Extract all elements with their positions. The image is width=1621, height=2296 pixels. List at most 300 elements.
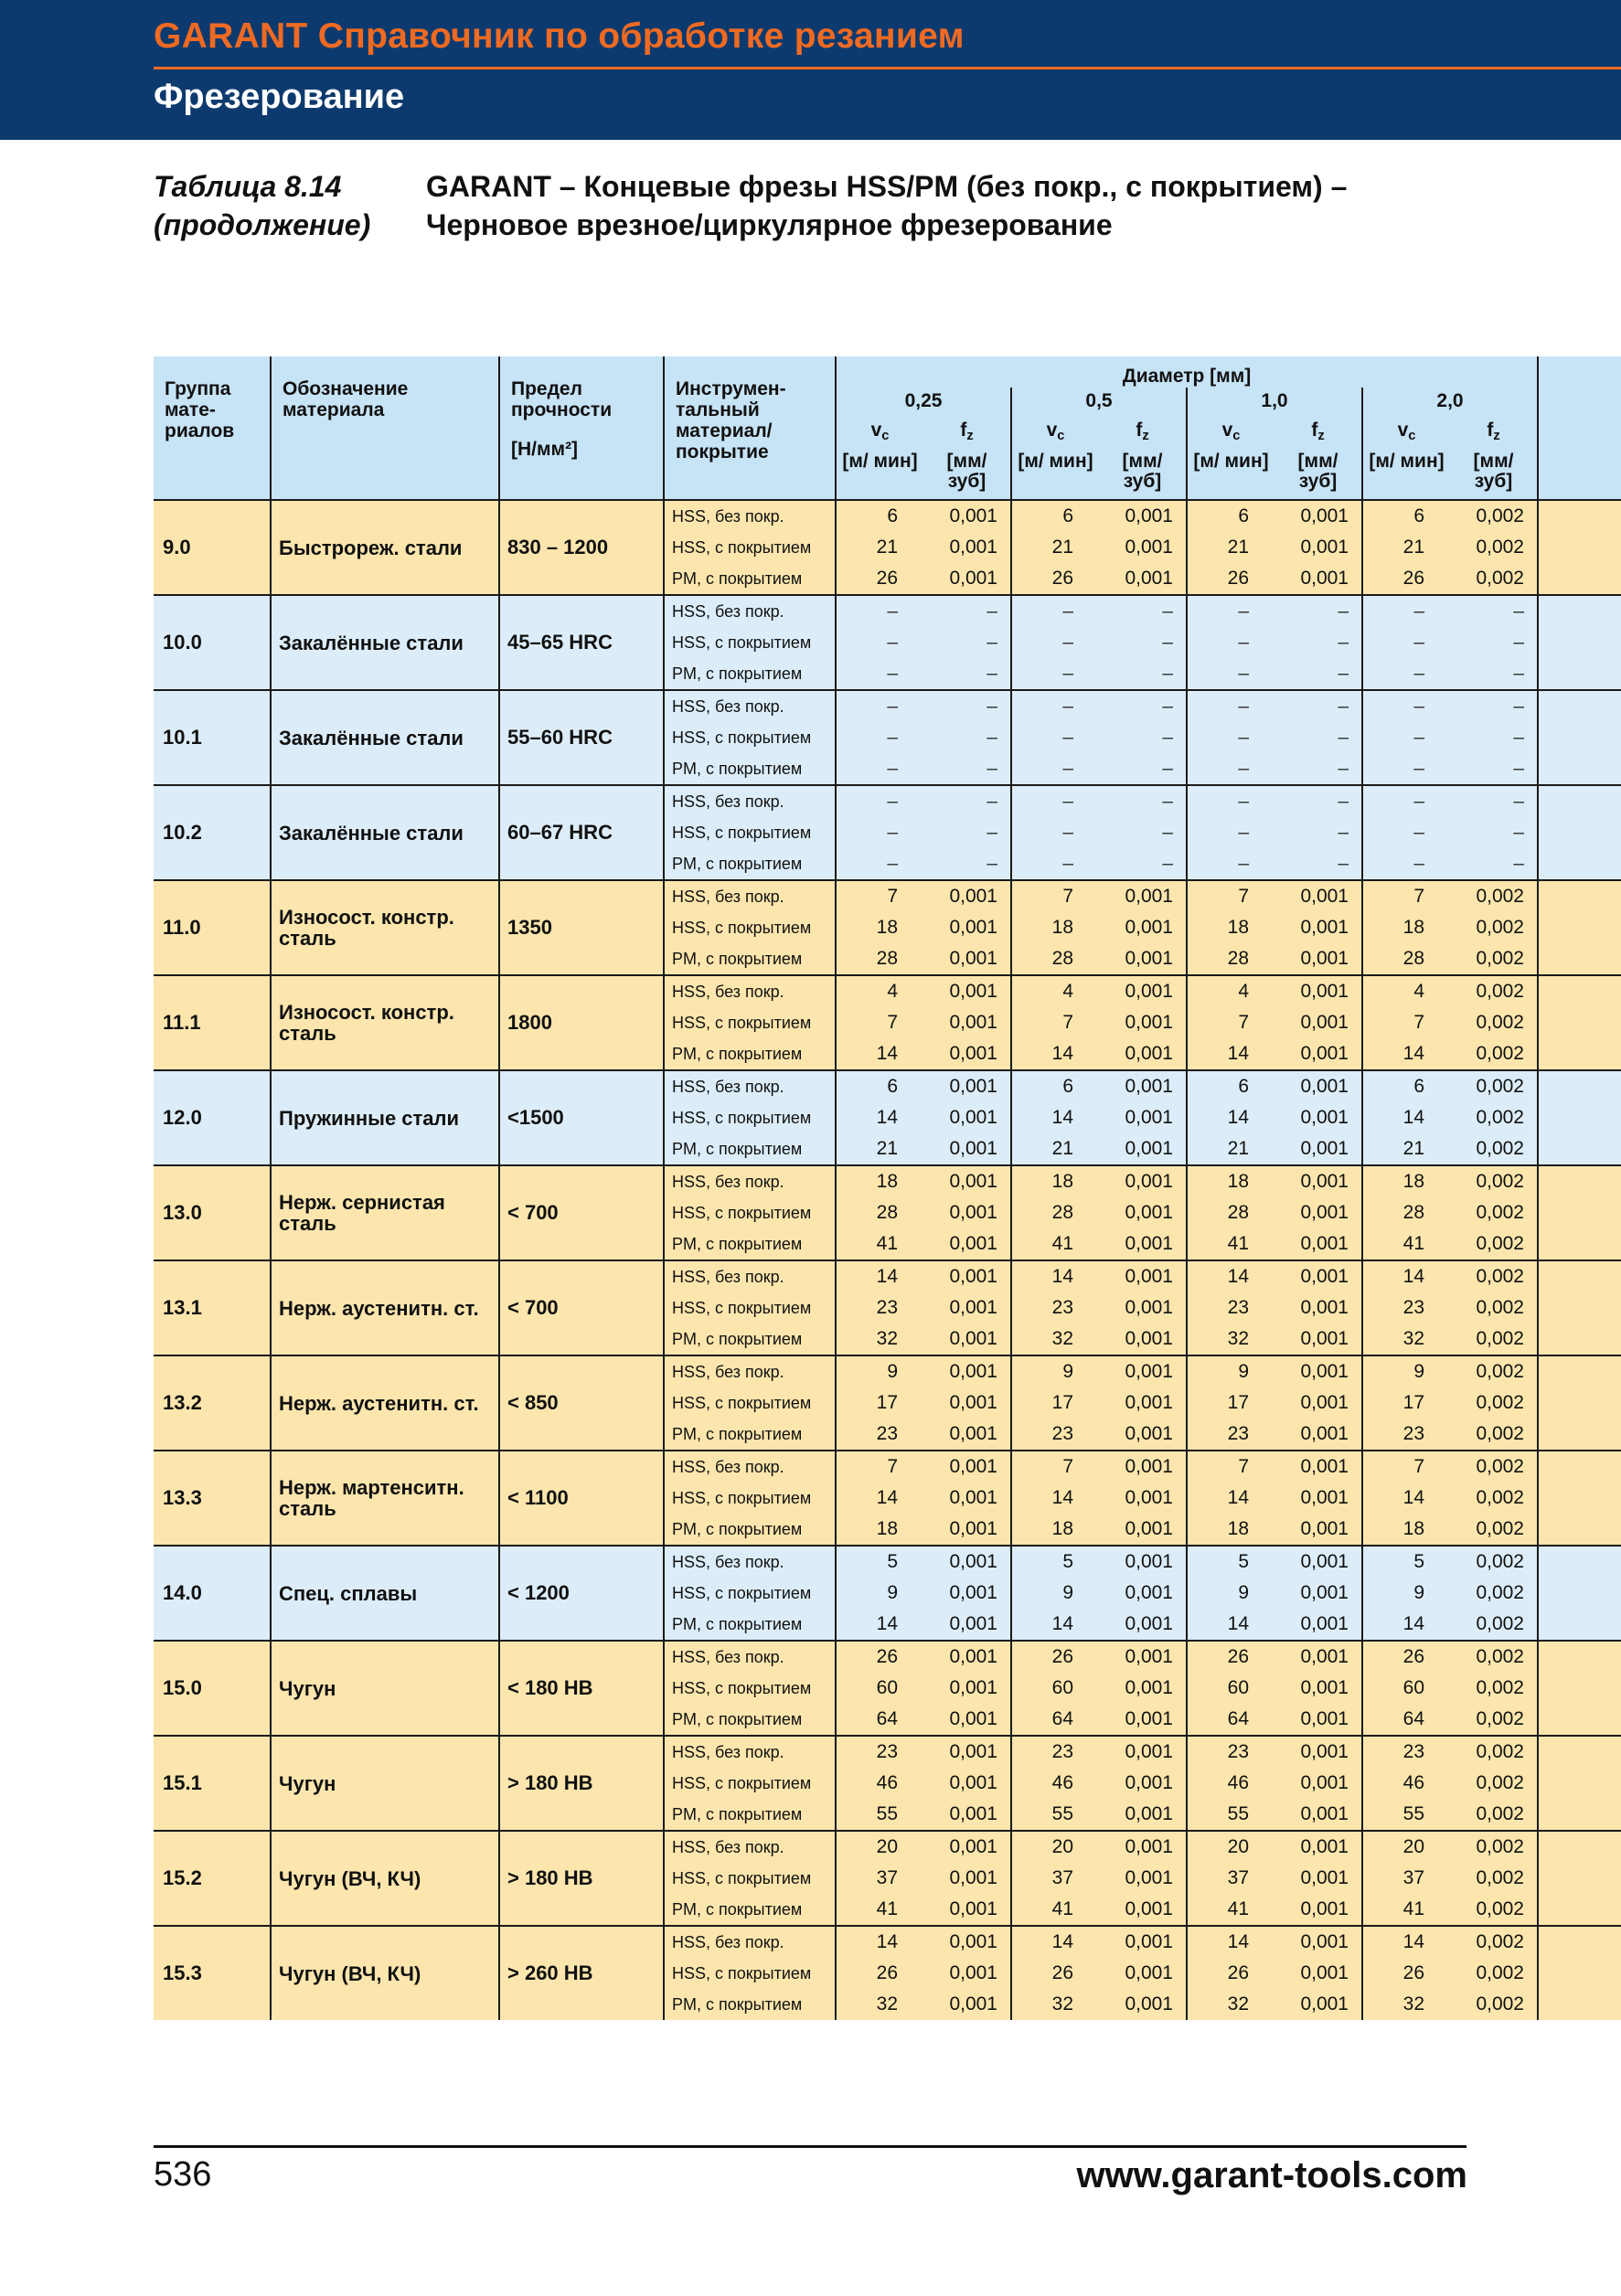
tensile-strength: < 700: [499, 1165, 664, 1260]
fz-value: 0,001: [1099, 1831, 1187, 1863]
vc-value: 18: [1011, 912, 1099, 943]
vc-value: 21: [836, 532, 923, 563]
fz-value: 0,001: [1300, 948, 1349, 969]
material-designation: Чугун: [271, 1641, 499, 1736]
material-group: 10.1: [154, 690, 271, 785]
table-row: [154, 1736, 1621, 1768]
vc-value: 21: [1362, 532, 1450, 563]
vc-value: 28: [1362, 1197, 1450, 1228]
fz-value: 0,001: [923, 880, 1011, 912]
empty-cell: [1538, 1007, 1621, 1038]
fz-value: –: [1274, 595, 1362, 627]
vc-value: 64: [836, 1704, 923, 1736]
fz-symbol: $f_z$: [923, 415, 1011, 446]
material-group: 13.2: [154, 1355, 271, 1451]
vc-unit: [м/ мин]: [1011, 446, 1099, 500]
fz-value: –: [923, 785, 1011, 817]
fz-value: 0,001: [1300, 1423, 1349, 1444]
fz-value: 0,001: [1274, 500, 1362, 532]
vc-symbol: $v_c$: [1011, 415, 1099, 446]
vc-value: –: [1187, 848, 1274, 880]
fz-value: 0,001: [923, 1070, 1011, 1102]
fz-value: 0,001: [949, 537, 997, 558]
fz-value: 0,001: [1125, 1423, 1173, 1444]
empty-cell: [1538, 785, 1621, 817]
vc-value: –: [1011, 817, 1099, 848]
vc-value: 9: [1011, 1355, 1099, 1387]
empty-cell: [1538, 1609, 1621, 1641]
empty-cell: [1538, 753, 1621, 785]
vc-value: 26: [1011, 563, 1099, 595]
vc-value: 7: [836, 1007, 923, 1038]
vc-value: –: [1011, 753, 1099, 785]
vc-value: 4: [1011, 975, 1099, 1007]
section-title: Фрезерование: [154, 78, 405, 116]
fz-value: 0,002: [1476, 1772, 1524, 1793]
vc-value: 23: [1011, 1292, 1099, 1323]
vc-unit: [м/ мин]: [1362, 446, 1450, 500]
vc-value: 9: [1187, 1355, 1274, 1387]
vc-value: –: [836, 817, 923, 848]
fz-value: 0,001: [1125, 1993, 1173, 2014]
vc-value: 32: [836, 1323, 923, 1355]
vc-value: 6: [836, 500, 923, 532]
fz-value: 0,001: [1300, 1993, 1349, 2014]
vc-value: 7: [1187, 1451, 1274, 1483]
page-header: [0, 0, 1621, 140]
fz-value: –: [1338, 632, 1349, 653]
header-empty-col: [1538, 356, 1621, 500]
fz-value: 0,002: [1476, 917, 1524, 938]
fz-value: 0,002: [1476, 1962, 1524, 1983]
vc-value: 23: [1362, 1736, 1450, 1768]
vc-value: 5: [1362, 1546, 1450, 1578]
vc-value: 41: [836, 1228, 923, 1260]
fz-value: 0,001: [1274, 1736, 1362, 1768]
tool-material: PM, с покрытием: [664, 848, 836, 880]
tool-material: HSS, без покр.: [664, 500, 836, 532]
vc-value: 14: [836, 1926, 923, 1958]
vc-value: 7: [1362, 880, 1450, 912]
vc-value: 26: [1187, 563, 1274, 595]
vc-value: 7: [1011, 1451, 1099, 1483]
vc-value: 4: [1187, 975, 1274, 1007]
vc-value: 23: [1362, 1292, 1450, 1323]
empty-cell: [1538, 1514, 1621, 1546]
fz-value: 0,001: [1300, 1518, 1349, 1539]
vc-value: 18: [1187, 1514, 1274, 1546]
fz-value: 0,002: [1476, 568, 1524, 589]
empty-cell: [1538, 943, 1621, 975]
fz-value: 0,001: [923, 1355, 1011, 1387]
vc-value: –: [1011, 658, 1099, 690]
tool-material: HSS, с покрытием: [664, 1197, 836, 1228]
material-designation: Нерж. аустенитн. ст.: [271, 1260, 499, 1355]
fz-value: 0,001: [949, 1993, 997, 2014]
vc-value: –: [1011, 595, 1099, 627]
fz-value: 0,001: [949, 1328, 997, 1349]
fz-value: 0,001: [1125, 1233, 1173, 1254]
fz-value: 0,001: [1300, 1613, 1349, 1634]
header-diameter: Диаметр [мм]: [836, 356, 1538, 388]
fz-value: 0,001: [1125, 1202, 1173, 1223]
fz-value: 0,002: [1476, 1487, 1524, 1508]
empty-cell: [1538, 595, 1621, 627]
vc-value: 32: [1011, 1989, 1099, 2020]
fz-value: 0,002: [1450, 1070, 1538, 1102]
table-row: [154, 880, 1621, 912]
fz-value: 0,001: [1300, 1962, 1349, 1983]
vc-value: 14: [1011, 1038, 1099, 1070]
fz-value: 0,001: [1099, 1260, 1187, 1292]
fz-value: 0,001: [949, 1012, 997, 1033]
website-link[interactable]: www.garant-tools.com: [1076, 2155, 1467, 2195]
empty-cell: [1538, 1799, 1621, 1831]
empty-cell: [1538, 658, 1621, 690]
tool-material: PM, с покрытием: [664, 1419, 836, 1451]
fz-value: –: [1338, 663, 1349, 684]
table-row: [154, 975, 1621, 1007]
tensile-strength: 60–67 HRC: [499, 785, 664, 880]
empty-cell: [1538, 1387, 1621, 1419]
material-group: 9.0: [154, 500, 271, 595]
fz-value: –: [986, 853, 997, 874]
vc-value: 23: [1187, 1419, 1274, 1451]
vc-value: 46: [1187, 1768, 1274, 1799]
tool-material: HSS, без покр.: [664, 1260, 836, 1292]
fz-value: 0,001: [1125, 1297, 1173, 1318]
empty-cell: [1538, 563, 1621, 595]
vc-value: –: [1187, 817, 1274, 848]
fz-value: 0,001: [1274, 1451, 1362, 1483]
fz-value: 0,002: [1476, 1297, 1524, 1318]
fz-value: –: [1338, 727, 1349, 748]
vc-value: 28: [1011, 943, 1099, 975]
fz-value: 0,001: [1274, 1926, 1362, 1958]
empty-cell: [1538, 1546, 1621, 1578]
fz-value: 0,002: [1476, 1708, 1524, 1729]
fz-value: 0,001: [1274, 1546, 1362, 1578]
fz-value: 0,001: [1125, 1867, 1173, 1888]
fz-value: 0,002: [1450, 1831, 1538, 1863]
fz-value: 0,001: [1300, 1803, 1349, 1824]
empty-cell: [1538, 1958, 1621, 1989]
fz-value: 0,001: [1125, 568, 1173, 589]
footer-divider: [154, 2145, 1466, 2148]
fz-value: 0,001: [1125, 948, 1173, 969]
tool-material: PM, с покрытием: [664, 1514, 836, 1546]
fz-value: –: [986, 758, 997, 779]
fz-value: 0,001: [1125, 1962, 1173, 1983]
empty-cell: [1538, 1451, 1621, 1483]
fz-value: 0,001: [1125, 1518, 1173, 1539]
fz-value: 0,001: [923, 1641, 1011, 1673]
vc-value: 21: [1187, 1133, 1274, 1165]
vc-value: –: [836, 848, 923, 880]
tool-material: HSS, с покрытием: [664, 1673, 836, 1704]
fz-value: 0,002: [1476, 1392, 1524, 1413]
fz-value: 0,001: [949, 1233, 997, 1254]
vc-value: 23: [836, 1419, 923, 1451]
vc-value: 7: [1187, 880, 1274, 912]
tool-material: PM, с покрытием: [664, 1228, 836, 1260]
vc-value: 32: [1011, 1323, 1099, 1355]
material-designation: Износост. констр. сталь: [271, 975, 499, 1070]
fz-value: –: [1513, 663, 1524, 684]
vc-value: 21: [1362, 1133, 1450, 1165]
vc-value: 4: [1362, 975, 1450, 1007]
tool-material: PM, с покрытием: [664, 1799, 836, 1831]
empty-cell: [1538, 1419, 1621, 1451]
fz-value: 0,002: [1476, 948, 1524, 969]
header-tensile-strength: Предел прочности [Н/мм²]: [499, 356, 664, 500]
fz-value: 0,001: [1300, 568, 1349, 589]
fz-value: 0,001: [1274, 880, 1362, 912]
vc-value: 26: [1011, 1641, 1099, 1673]
tool-material: PM, с покрытием: [664, 1989, 836, 2020]
vc-value: 18: [836, 1514, 923, 1546]
tool-material: HSS, без покр.: [664, 690, 836, 722]
vc-value: 6: [1362, 500, 1450, 532]
material-group: 15.3: [154, 1926, 271, 2020]
vc-value: –: [1187, 722, 1274, 753]
fz-value: 0,001: [949, 1772, 997, 1793]
vc-value: 7: [1187, 1007, 1274, 1038]
empty-cell: [1538, 690, 1621, 722]
vc-value: –: [1187, 690, 1274, 722]
vc-value: 37: [836, 1863, 923, 1894]
vc-value: 7: [836, 880, 923, 912]
vc-value: 14: [1011, 1260, 1099, 1292]
tool-material: HSS, без покр.: [664, 880, 836, 912]
fz-value: 0,002: [1450, 1260, 1538, 1292]
vc-value: 60: [1187, 1673, 1274, 1704]
fz-value: –: [1162, 632, 1173, 653]
vc-value: 46: [1011, 1768, 1099, 1799]
vc-value: 28: [1187, 1197, 1274, 1228]
fz-value: 0,002: [1450, 1926, 1538, 1958]
vc-value: 18: [1011, 1165, 1099, 1197]
table-row: [154, 1260, 1621, 1292]
tool-material: HSS, с покрытием: [664, 627, 836, 658]
fz-value: –: [1274, 785, 1362, 817]
vc-value: 14: [836, 1260, 923, 1292]
tool-material: PM, с покрытием: [664, 1038, 836, 1070]
material-group: 11.1: [154, 975, 271, 1070]
vc-value: 18: [836, 1165, 923, 1197]
fz-value: 0,001: [1125, 1392, 1173, 1413]
tool-material: HSS, без покр.: [664, 785, 836, 817]
vc-value: 32: [1187, 1323, 1274, 1355]
fz-value: 0,001: [923, 1165, 1011, 1197]
vc-value: 18: [1011, 1514, 1099, 1546]
tensile-strength: 55–60 HRC: [499, 690, 664, 785]
tool-material: HSS, с покрытием: [664, 532, 836, 563]
fz-symbol: $f_z$: [1274, 415, 1362, 446]
fz-value: 0,001: [1125, 1677, 1173, 1698]
material-designation: Быстрореж. стали: [271, 500, 499, 595]
fz-value: 0,001: [1300, 1012, 1349, 1033]
fz-value: 0,002: [1476, 1043, 1524, 1064]
fz-value: 0,001: [949, 1582, 997, 1603]
empty-cell: [1538, 1070, 1621, 1102]
vc-value: 18: [1187, 912, 1274, 943]
fz-value: 0,001: [1125, 1043, 1173, 1064]
vc-value: 21: [836, 1133, 923, 1165]
vc-value: –: [1011, 690, 1099, 722]
vc-value: 14: [1187, 1609, 1274, 1641]
vc-value: –: [1362, 848, 1450, 880]
fz-value: –: [1513, 822, 1524, 843]
vc-value: 55: [1187, 1799, 1274, 1831]
vc-value: 17: [1187, 1387, 1274, 1419]
fz-value: 0,001: [949, 1613, 997, 1634]
header-material-group: Группа мате-риалов: [154, 356, 271, 500]
fz-value: 0,002: [1476, 1233, 1524, 1254]
fz-value: –: [1450, 690, 1538, 722]
fz-value: 0,002: [1450, 1546, 1538, 1578]
empty-cell: [1538, 1863, 1621, 1894]
tool-material: HSS, без покр.: [664, 1355, 836, 1387]
empty-cell: [1538, 848, 1621, 880]
material-group: 13.1: [154, 1260, 271, 1355]
table-row: [154, 1165, 1621, 1197]
fz-value: –: [1099, 785, 1187, 817]
vc-value: 26: [836, 1958, 923, 1989]
vc-value: 23: [836, 1736, 923, 1768]
tool-material: HSS, без покр.: [664, 1736, 836, 1768]
fz-symbol: $f_z$: [1099, 415, 1187, 446]
fz-value: 0,001: [1274, 1165, 1362, 1197]
vc-value: –: [836, 595, 923, 627]
tensile-strength: > 180 HB: [499, 1831, 664, 1926]
fz-value: 0,001: [923, 1260, 1011, 1292]
tool-material: HSS, с покрытием: [664, 1102, 836, 1133]
vc-value: 37: [1011, 1863, 1099, 1894]
empty-cell: [1538, 1831, 1621, 1863]
fz-value: 0,001: [1300, 1582, 1349, 1603]
fz-value: –: [1513, 632, 1524, 653]
material-designation: Чугун: [271, 1736, 499, 1831]
tool-material: PM, с покрытием: [664, 753, 836, 785]
fz-value: 0,001: [1300, 1043, 1349, 1064]
tool-material: HSS, без покр.: [664, 1451, 836, 1483]
fz-value: 0,001: [1099, 1165, 1187, 1197]
vc-value: 28: [836, 1197, 923, 1228]
vc-value: 14: [1187, 1260, 1274, 1292]
fz-value: 0,001: [1099, 500, 1187, 532]
fz-value: 0,002: [1476, 1328, 1524, 1349]
vc-value: 20: [1187, 1831, 1274, 1863]
header-material-designation: Обозначение материала: [271, 356, 499, 500]
fz-value: 0,002: [1476, 1202, 1524, 1223]
fz-value: 0,001: [1300, 1772, 1349, 1793]
vc-value: 17: [836, 1387, 923, 1419]
vc-value: 14: [1362, 1260, 1450, 1292]
vc-value: 4: [836, 975, 923, 1007]
empty-cell: [1538, 1292, 1621, 1323]
tool-material: PM, с покрытием: [664, 1323, 836, 1355]
vc-value: 41: [1187, 1894, 1274, 1926]
vc-value: 17: [1362, 1387, 1450, 1419]
fz-value: 0,001: [1300, 1487, 1349, 1508]
fz-value: –: [1162, 822, 1173, 843]
table-row: [154, 1641, 1621, 1673]
fz-value: 0,001: [949, 1043, 997, 1064]
vc-value: 14: [1362, 1038, 1450, 1070]
vc-value: 23: [1011, 1736, 1099, 1768]
vc-symbol: $v_c$: [1362, 415, 1450, 446]
vc-value: 23: [1187, 1292, 1274, 1323]
fz-value: –: [1274, 690, 1362, 722]
fz-value: 0,002: [1476, 1138, 1524, 1159]
vc-value: –: [836, 753, 923, 785]
fz-value: 0,001: [1300, 1392, 1349, 1413]
material-group: 10.0: [154, 595, 271, 690]
table-row: [154, 1355, 1621, 1387]
vc-value: 46: [836, 1768, 923, 1799]
vc-value: 23: [836, 1292, 923, 1323]
diameter-header: 0,5: [1011, 388, 1187, 415]
empty-cell: [1538, 975, 1621, 1007]
material-designation: Нерж. сернистая сталь: [271, 1165, 499, 1260]
fz-value: 0,001: [923, 1451, 1011, 1483]
tool-material: HSS, с покрытием: [664, 1578, 836, 1609]
table-continuation: (продолжение): [154, 208, 371, 241]
fz-value: 0,001: [949, 1867, 997, 1888]
material-designation: Нерж. мартенситн. сталь: [271, 1451, 499, 1546]
header-divider: [154, 67, 1621, 69]
vc-value: 26: [836, 563, 923, 595]
material-designation: Спец. сплавы: [271, 1546, 499, 1641]
vc-value: –: [836, 690, 923, 722]
vc-value: –: [1362, 785, 1450, 817]
empty-cell: [1538, 500, 1621, 532]
fz-value: –: [1162, 758, 1173, 779]
material-designation: Чугун (ВЧ, КЧ): [271, 1926, 499, 2020]
vc-value: –: [1362, 753, 1450, 785]
fz-value: –: [1162, 853, 1173, 874]
fz-unit: [мм/ зуб]: [923, 446, 1011, 500]
vc-value: –: [836, 627, 923, 658]
table-row: [154, 1831, 1621, 1863]
vc-value: –: [836, 658, 923, 690]
tool-material: HSS, без покр.: [664, 1831, 836, 1863]
fz-value: –: [1338, 758, 1349, 779]
fz-value: 0,002: [1476, 1803, 1524, 1824]
fz-value: –: [1162, 727, 1173, 748]
tool-material: HSS, с покрытием: [664, 912, 836, 943]
vc-value: 5: [1011, 1546, 1099, 1578]
vc-value: 14: [1362, 1102, 1450, 1133]
fz-value: 0,001: [923, 500, 1011, 532]
vc-unit: [м/ мин]: [1187, 446, 1274, 500]
vc-value: 21: [1011, 1133, 1099, 1165]
fz-value: 0,001: [1300, 1867, 1349, 1888]
fz-value: 0,001: [1125, 1582, 1173, 1603]
vc-value: 21: [1011, 532, 1099, 563]
vc-value: –: [1362, 817, 1450, 848]
fz-value: 0,001: [949, 1708, 997, 1729]
vc-value: 60: [836, 1673, 923, 1704]
vc-value: 26: [1187, 1641, 1274, 1673]
fz-symbol: $f_z$: [1450, 415, 1538, 446]
fz-value: 0,001: [1300, 1233, 1349, 1254]
vc-value: 14: [836, 1038, 923, 1070]
vc-value: 21: [1187, 532, 1274, 563]
fz-value: –: [1513, 727, 1524, 748]
vc-value: 41: [1011, 1228, 1099, 1260]
